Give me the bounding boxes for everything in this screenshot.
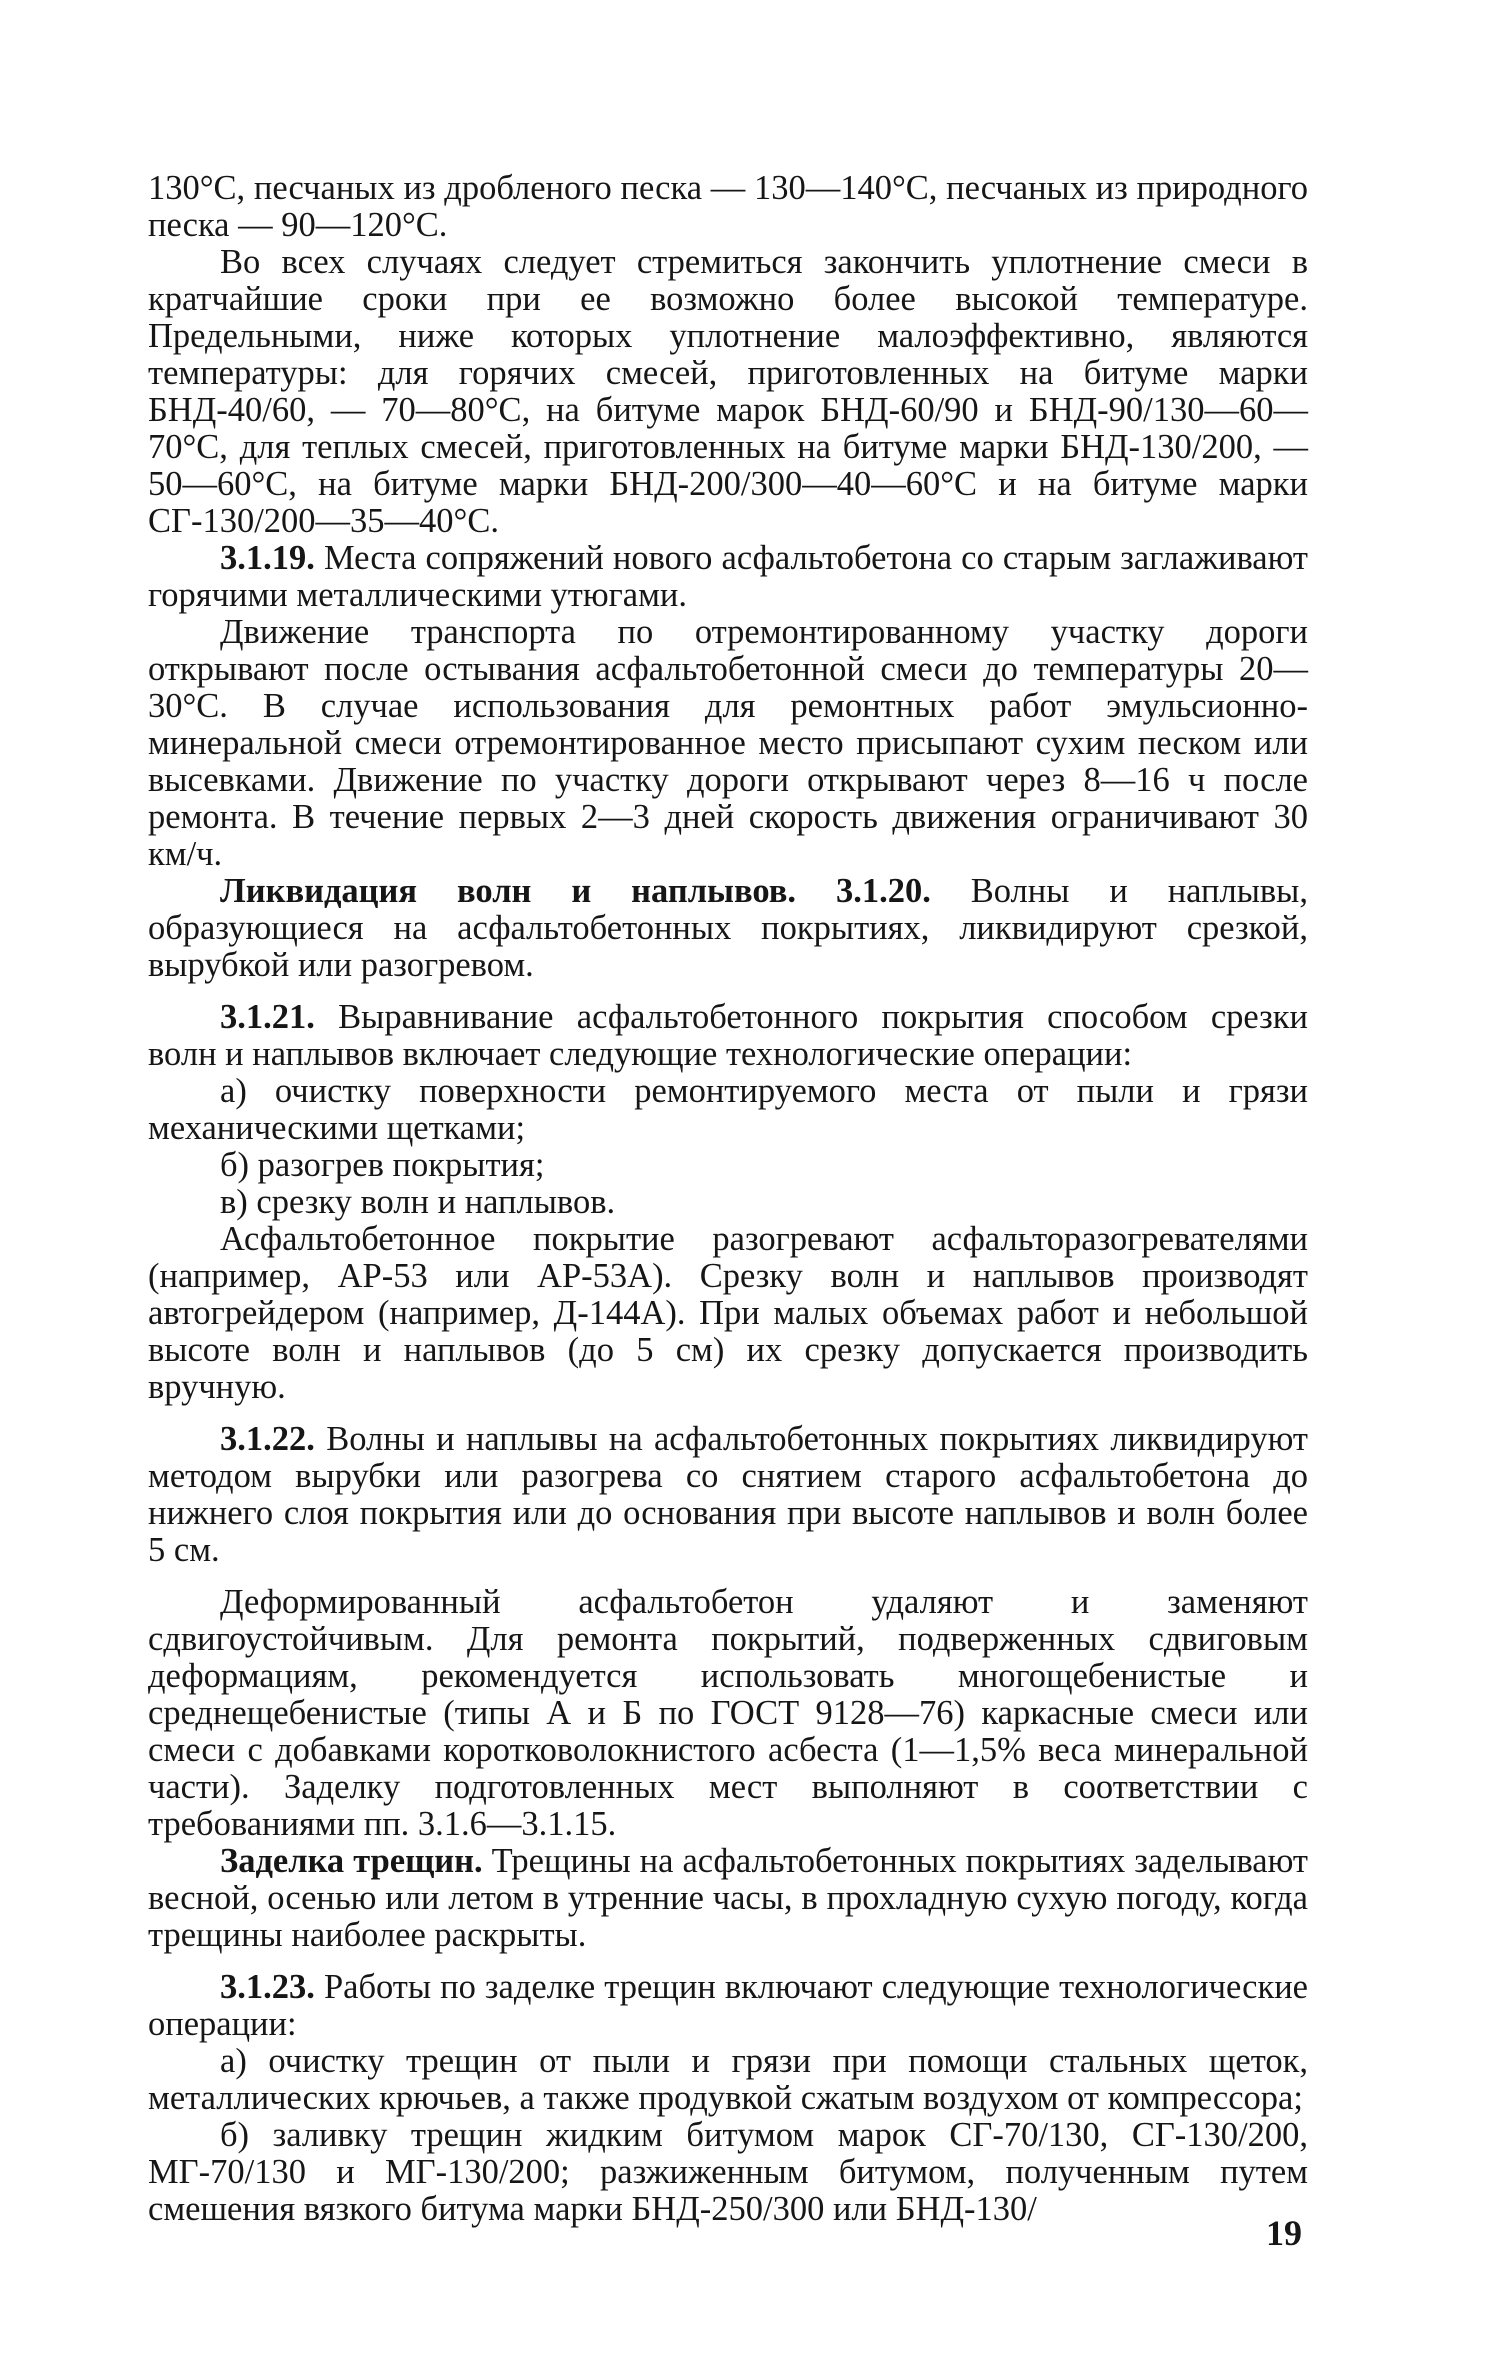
list-item-b: б) разогрев покрытия;	[220, 1146, 545, 1184]
paragraph-12: Деформированный асфальтобетон удаляют и заменяют сдвигоустойчивым. Для ремонта покрытий, подверженных сдвиговым деформациям, рекомендуется использовать многощебенистые и среднещебенистые (типы А и Б по ГОСТ 9128—76) каркасные смеси или смеси с добавками коротковолокнистого асбеста (1—1,5% веса минеральной части). Заделку подготовленных мест выполняют в соответствии с требованиями пп. 3.1.6—3.1.15.	[148, 1583, 1308, 1843]
list-item-b-2: б) заливку трещин жидким битумом марок СГ-70/130, СГ-130/200, МГ-70/130 и МГ-130/200; разжиженным битумом, полученным путем смешения вязкого битума марки БНД-250/300 или БНД-130/	[148, 2116, 1308, 2228]
page-body	[148, 170, 1308, 2228]
paragraph-11: 3.1.22. Волны и наплывы на асфальтобетонных покрытиях ликвидируют методом вырубки или разогрева со снятием старого асфальтобетона до нижнего слоя покрытия или до основания при высоте наплывов и волн более 5 см.	[148, 1420, 1308, 1569]
paragraph-1: 130°С, песчаных из дробленого песка — 130—140°С, песчаных из природного песка — 90—120°С.	[148, 169, 1308, 244]
paragraph-13: Заделка трещин. Трещины на асфальтобетонных покрытиях заделывают весной, осенью или летом в утренние часы, в прохладную сухую погоду, когда трещины наиболее раскрыты.	[148, 1842, 1308, 1954]
clause-3-1-21: 3.1.21.	[220, 998, 315, 1036]
list-item-a-2: а) очистку трещин от пыли и грязи при помощи стальных щеток, металлических крючьев, а также продувкой сжатым воздухом от компрессора;	[148, 2042, 1308, 2117]
clause-3-1-22: 3.1.22.	[220, 1420, 315, 1458]
paragraph-3: 3.1.19. Места сопряжений нового асфальтобетона со старым заглаживают горячими металлическими утюгами.	[148, 539, 1308, 614]
page-number: 19	[1266, 2213, 1302, 2253]
paragraph-2: Во всех случаях следует стремиться закончить уплотнение смеси в кратчайшие сроки при ее возможно более высокой температуре. Предельными, ниже которых уплотнение малоэффективно, являются температуры: для горячих смесей, приготовленных на битуме марки БНД-40/60, — 70—80°С, на битуме марок БНД-60/90 и БНД-90/130—60—70°С, для теплых смесей, приготовленных на битуме марки БНД-130/200, — 50—60°С, на битуме марки БНД-200/300—40—60°С и на битуме марки СГ-130/200—35—40°С.	[148, 243, 1308, 540]
paragraph-6: 3.1.21. Выравнивание асфальтобетонного покрытия способом срезки волн и наплывов включает следующие технологические операции:	[148, 998, 1308, 1073]
section-heading-waves: Ликвидация волн и наплывов. 3.1.20.	[220, 872, 931, 910]
clause-3-1-23: 3.1.23.	[220, 1968, 315, 2006]
clause-3-1-19: 3.1.19.	[220, 539, 315, 577]
paragraph-10: Асфальтобетонное покрытие разогревают асфальторазогревателями (например, АР-53 или АР-53А). Срезку волн и наплывов производят автогрейдером (например, Д-144А). При малых объемах работ и небольшой высоте волн и наплывов (до 5 см) их срезку допускается производить вручную.	[148, 1220, 1308, 1406]
section-heading-cracks: Заделка трещин.	[220, 1842, 483, 1880]
paragraph-14: 3.1.23. Работы по заделке трещин включают следующие технологические операции:	[148, 1968, 1308, 2043]
list-item-a: а) очистку поверхности ремонтируемого места от пыли и грязи механическими щетками;	[148, 1072, 1308, 1147]
paragraph-5: Ликвидация волн и наплывов. 3.1.20. Волны и наплывы, образующиеся на асфальтобетонных покрытиях, ликвидируют срезкой, вырубкой или разогревом.	[148, 872, 1308, 984]
paragraph-4: Движение транспорта по отремонтированному участку дороги открывают после остывания асфальтобетонной смеси до температуры 20—30°С. В случае использования для ремонтных работ эмульсионно-минеральной смеси отремонтированное место присыпают сухим песком или высевками. Движение по участку дороги открывают через 8—16 ч после ремонта. В течение первых 2—3 дней скорость движения ограничивают 30 км/ч.	[148, 613, 1308, 873]
list-item-c: в) срезку волн и наплывов.	[220, 1183, 616, 1221]
